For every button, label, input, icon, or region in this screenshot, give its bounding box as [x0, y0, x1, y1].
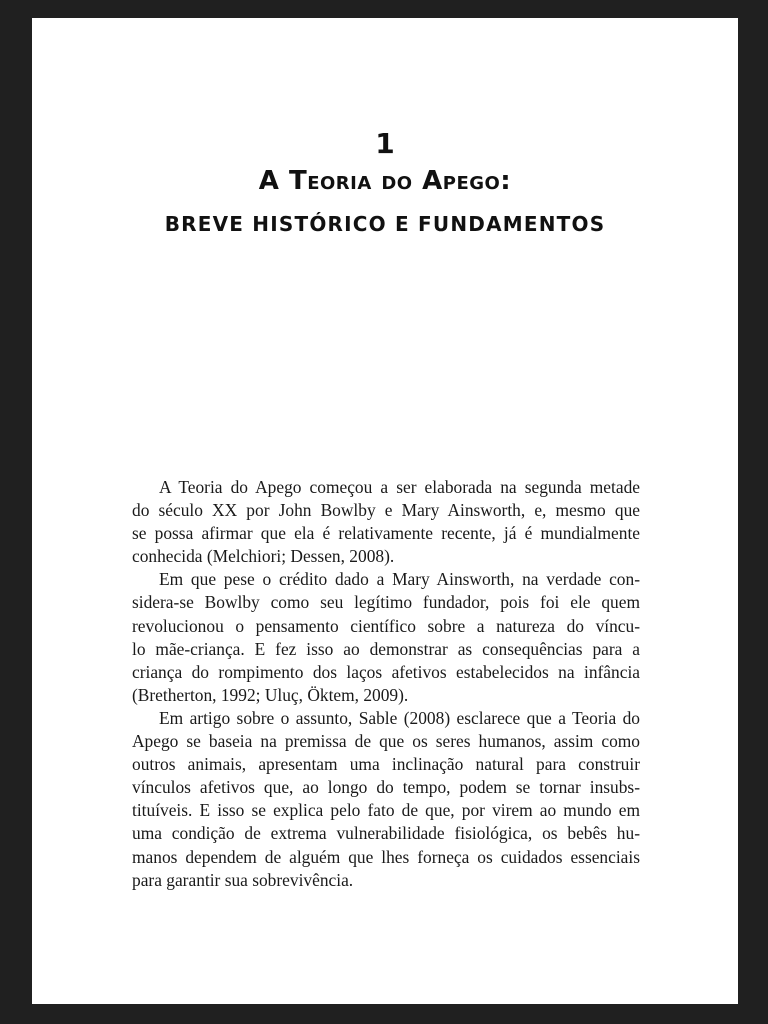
- text-line: A Teoria do Apego começou a ser elaborada na segunda metade: [159, 477, 640, 497]
- chapter-title: A Teoria do Apego:: [258, 166, 512, 196]
- text-line: para garantir sua sobrevivência.: [132, 869, 354, 890]
- text-line: manos dependem de alguém que lhes forneça os cuidados essenciais: [132, 846, 640, 867]
- paragraph-3: [132, 707, 640, 892]
- text-line: sidera-se Bowlby como seu legítimo fundador, pois foi ele quem: [132, 592, 640, 613]
- text-line: conhecida (Melchiori; Dessen, 2008).: [132, 546, 395, 567]
- text-line: tituíveis. E isso se explica pelo fato de que, por virem ao mundo em: [132, 800, 640, 821]
- chapter-number: 1: [375, 127, 395, 160]
- text-line: Em artigo sobre o assunto, Sable (2008) esclarece que a Teoria do: [159, 707, 640, 728]
- chapter-body: [132, 476, 640, 892]
- text-line: criança do rompimento dos laços afetivos estabelecidos na infância: [132, 661, 640, 682]
- paragraph-2: [132, 568, 640, 707]
- text-line: uma condição de extrema vulnerabilidade fisiológica, os bebês hu-: [132, 823, 640, 844]
- text-line: se possa afirmar que ela é relativamente recente, já é mundialmente: [132, 523, 640, 544]
- text-line: Apego se baseia na premissa de que os seres humanos, assim como: [132, 731, 640, 752]
- paragraph-1: [132, 476, 640, 568]
- text-line: (Bretherton, 1992; Uluç, Öktem, 2009).: [132, 684, 409, 705]
- book-page: [32, 18, 738, 1004]
- text-line: do século XX por John Bowlby e Mary Ainsworth, e, mesmo que: [132, 500, 640, 521]
- text-line: revolucionou o pensamento científico sobre a natureza do víncu-: [132, 615, 640, 636]
- text-line: vínculos afetivos que, ao longo do tempo, podem se tornar insubs-: [132, 777, 640, 798]
- text-line: outros animais, apresentam uma inclinação natural para construir: [132, 754, 640, 775]
- text-line: lo mãe-criança. E fez isso ao demonstrar as consequências para a: [132, 638, 640, 659]
- chapter-subtitle: BREVE HISTÓRICO E FUNDAMENTOS: [164, 212, 606, 236]
- text-line: Em que pese o crédito dado a Mary Ainsworth, na verdade con-: [159, 569, 640, 590]
